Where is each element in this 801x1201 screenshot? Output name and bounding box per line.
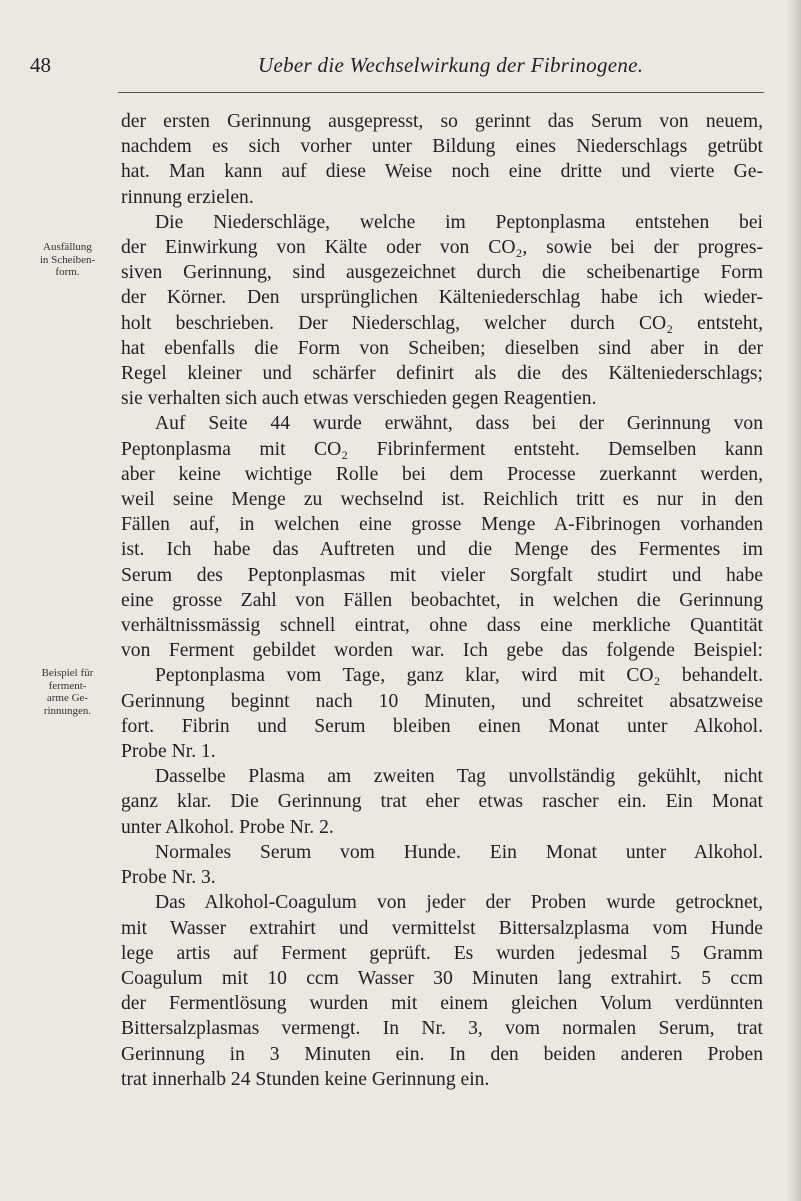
running-title: Ueber die Wechselwirkung der Fibrinogene. <box>258 53 644 77</box>
margin-note-ausfaellung <box>20 241 115 279</box>
text-line: weil seine Menge zu wechselnd ist. Reichlich tritt es nur in den <box>121 489 763 511</box>
text-line: aber keine wichtige Rolle bei dem Processe zuerkannt werden, <box>121 463 763 485</box>
text-line: lege artis auf Ferment geprüft. Es wurden jedesmal 5 Gramm <box>121 942 763 964</box>
text-line: Gerinnung in 3 Minuten ein. In den beiden anderen Proben <box>121 1043 763 1065</box>
margin-note-line: in Scheiben- <box>39 253 96 266</box>
text-line: der Körner. Den ursprünglichen Kälteniederschlag habe ich wieder- <box>121 287 763 309</box>
margin-note-line: Ausfällung <box>43 241 92 253</box>
margin-note-line: arme Ge- <box>46 692 89 704</box>
page-header <box>0 53 801 93</box>
margin-note-line: form. <box>55 266 80 278</box>
text-line: Peptonplasma vom Tage, ganz klar, wird mit CO₂ behandelt. <box>155 665 763 687</box>
page-number: 48 <box>30 53 51 77</box>
text-line: Dasselbe Plasma am zweiten Tag unvollständig gekühlt, nicht <box>155 766 763 788</box>
text-line: Auf Seite 44 wurde erwähnt, dass bei der Gerinnung von <box>155 413 763 435</box>
margin-note-line: Beispiel für <box>41 667 94 679</box>
text-line: Das Alkohol-Coagulum von jeder der Proben wurde getrocknet, <box>155 892 763 914</box>
text-line: mit Wasser extrahirt und vermittelst Bittersalzplasma vom Hunde <box>121 917 763 939</box>
text-line: ist. Ich habe das Auftreten und die Menge des Fermentes im <box>121 539 763 561</box>
text-line: Regel kleiner und schärfer definirt als die des Kälteniederschlags; <box>121 363 763 385</box>
text-line: Fällen auf, in welchen eine grosse Menge A-Fibrinogen vorhanden <box>121 514 763 536</box>
text-line: ganz klar. Die Gerinnung trat eher etwas rascher ein. Ein Monat <box>121 791 763 813</box>
text-line: trat innerhalb 24 Stunden keine Gerinnung ein. <box>121 1068 490 1090</box>
text-line: Serum des Peptonplasmas mit vieler Sorgfalt studirt und habe <box>121 564 763 586</box>
margin-note-beispiel <box>20 667 115 717</box>
text-line: Die Niederschläge, welche im Peptonplasma entstehen bei <box>155 211 763 233</box>
text-line: Normales Serum vom Hunde. Ein Monat unter Alkohol. <box>155 841 763 863</box>
margin-note-line: rinnungen. <box>43 704 92 717</box>
text-line: der Fermentlösung wurden mit einem gleichen Volum verdünnten <box>121 993 763 1015</box>
text-line: hat ebenfalls die Form von Scheiben; dieselben sind aber in der <box>121 337 763 359</box>
margin-note-line: ferment- <box>48 679 87 692</box>
text-line: Gerinnung beginnt nach 10 Minuten, und schreitet absatzweise <box>121 690 763 712</box>
text-line: eine grosse Zahl von Fällen beobachtet, in welchen die Gerinnung <box>121 589 763 611</box>
body-text <box>121 109 763 1092</box>
text-line: der Einwirkung von Kälte oder von CO₂, sowie bei der progres- <box>121 237 763 259</box>
text-line: verhältnissmässig schnell eintrat, ohne dass eine merkliche Quantität <box>121 615 763 637</box>
page-gutter-shadow <box>787 0 801 1201</box>
text-line: sie verhalten sich auch etwas verschieden gegen Reagentien. <box>121 388 597 410</box>
text-line: fort. Fibrin und Serum bleiben einen Monat unter Alkohol. <box>121 715 763 737</box>
text-line: Coagulum mit 10 ccm Wasser 30 Minuten lang extrahirt. 5 ccm <box>121 967 763 989</box>
text-line: Probe Nr. 3. <box>121 867 216 889</box>
text-line: nachdem es sich vorher unter Bildung eines Niederschlags getrübt <box>121 136 763 158</box>
text-line: siven Gerinnung, sind ausgezeichnet durch die scheibenartige Form <box>121 262 763 284</box>
text-line: von Ferment gebildet worden war. Ich gebe das folgende Beispiel: <box>121 640 763 662</box>
text-line: Bittersalzplasmas vermengt. In Nr. 3, vom normalen Serum, trat <box>121 1018 763 1040</box>
text-line: hat. Man kann auf diese Weise noch eine dritte und vierte Ge- <box>121 161 763 183</box>
text-line: Probe Nr. 1. <box>121 741 216 763</box>
header-rule <box>118 92 764 93</box>
text-line: rinnung erzielen. <box>121 186 254 208</box>
text-line: holt beschrieben. Der Niederschlag, welcher durch CO₂ entsteht, <box>121 312 763 334</box>
text-line: der ersten Gerinnung ausgepresst, so gerinnt das Serum von neuem, <box>121 111 763 132</box>
text-line: Peptonplasma mit CO₂ Fibrinferment entsteht. Demselben kann <box>121 438 763 460</box>
text-line: unter Alkohol. Probe Nr. 2. <box>121 816 334 838</box>
